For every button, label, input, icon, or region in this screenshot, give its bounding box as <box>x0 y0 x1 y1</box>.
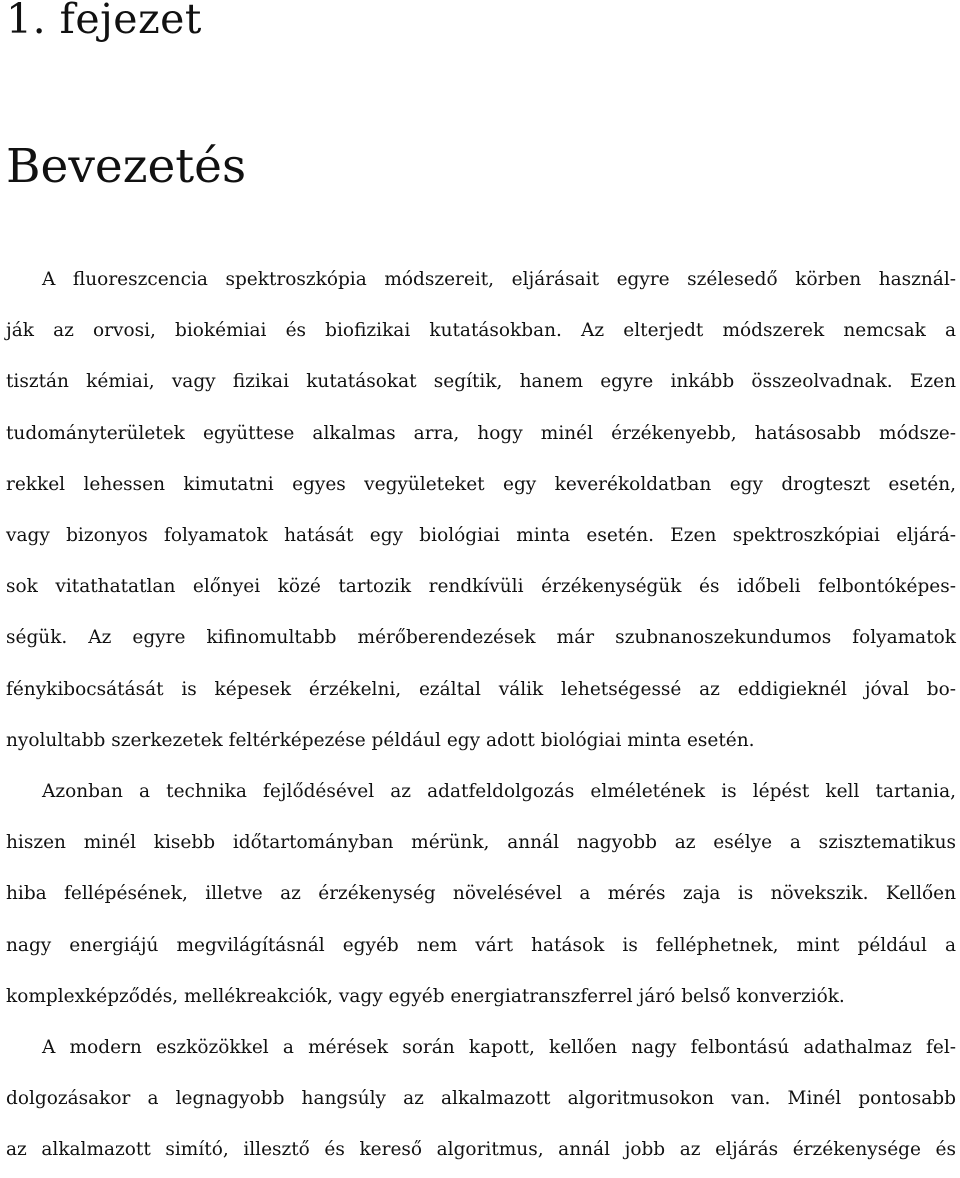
text-line: Azonban a technika fejlődésével az adatfeldolgozás elméletének is lépést kell tartania, <box>42 781 956 802</box>
text-line: sok vitathatatlan előnyei közé tartozik rendkívüli érzékenységük és időbeli felbontóképes- <box>6 576 956 598</box>
text-line: ségük. Az egyre kifinomultabb mérőberendezések már szubnanoszekundumos folyamatok <box>6 627 956 649</box>
text-line: rekkel lehessen kimutatni egyes vegyületeket egy keverékoldatban egy drogteszt esetén, <box>6 473 956 495</box>
text-line: A modern eszközökkel a mérések során kapott, kellően nagy felbontású adathalmaz fel- <box>42 1037 956 1058</box>
text-line: nagy energiájú megvilágításnál egyéb nem várt hatások is felléphetnek, mint például a <box>6 934 956 956</box>
text-line: A fluoreszcencia spektroszkópia módszereit, eljárásait egyre szélesedő körben használ- <box>42 269 956 290</box>
text-line: dolgozásakor a legnagyobb hangsúly az alkalmazott algoritmusokon van. Minél pontosabb <box>6 1088 956 1110</box>
chapter-label: 1. fejezet <box>6 0 202 43</box>
text-line: ják az orvosi, biokémiai és biofizikai kutatásokban. Az elterjedt módszerek nemcsak a <box>6 320 956 342</box>
text-line: nyolultabb szerkezetek feltérképezése például egy adott biológiai minta esetén. <box>6 729 755 751</box>
text-line: fénykibocsátását is képesek érzékelni, ezáltal válik lehetségessé az eddigieknél jóval bo- <box>6 678 956 700</box>
chapter-title: Bevezetés <box>6 139 247 194</box>
text-line: vagy bizonyos folyamatok hatását egy biológiai minta esetén. Ezen spektroszkópiai eljárá- <box>6 525 956 546</box>
text-line: tudományterületek együttese alkalmas arra, hogy minél érzékenyebb, hatásosabb módsze- <box>6 422 956 444</box>
text-line: komplexképződés, mellékreakciók, vagy egyéb energiatranszferrel járó belső konverziók. <box>6 985 845 1007</box>
text-line: hiszen minél kisebb időtartományban mérünk, annál nagyobb az esélye a szisztematikus <box>6 832 956 854</box>
text-line: az alkalmazott simító, illesztő és kereső algoritmus, annál jobb az eljárás érzékenysége és <box>6 1139 956 1161</box>
text-line: tisztán kémiai, vagy fizikai kutatásokat segítik, hanem egyre inkább összeolvadnak. Ezen <box>6 371 956 393</box>
text-line: hiba fellépésének, illetve az érzékenység növelésével a mérés zaja is növekszik. Kellően <box>6 883 956 905</box>
